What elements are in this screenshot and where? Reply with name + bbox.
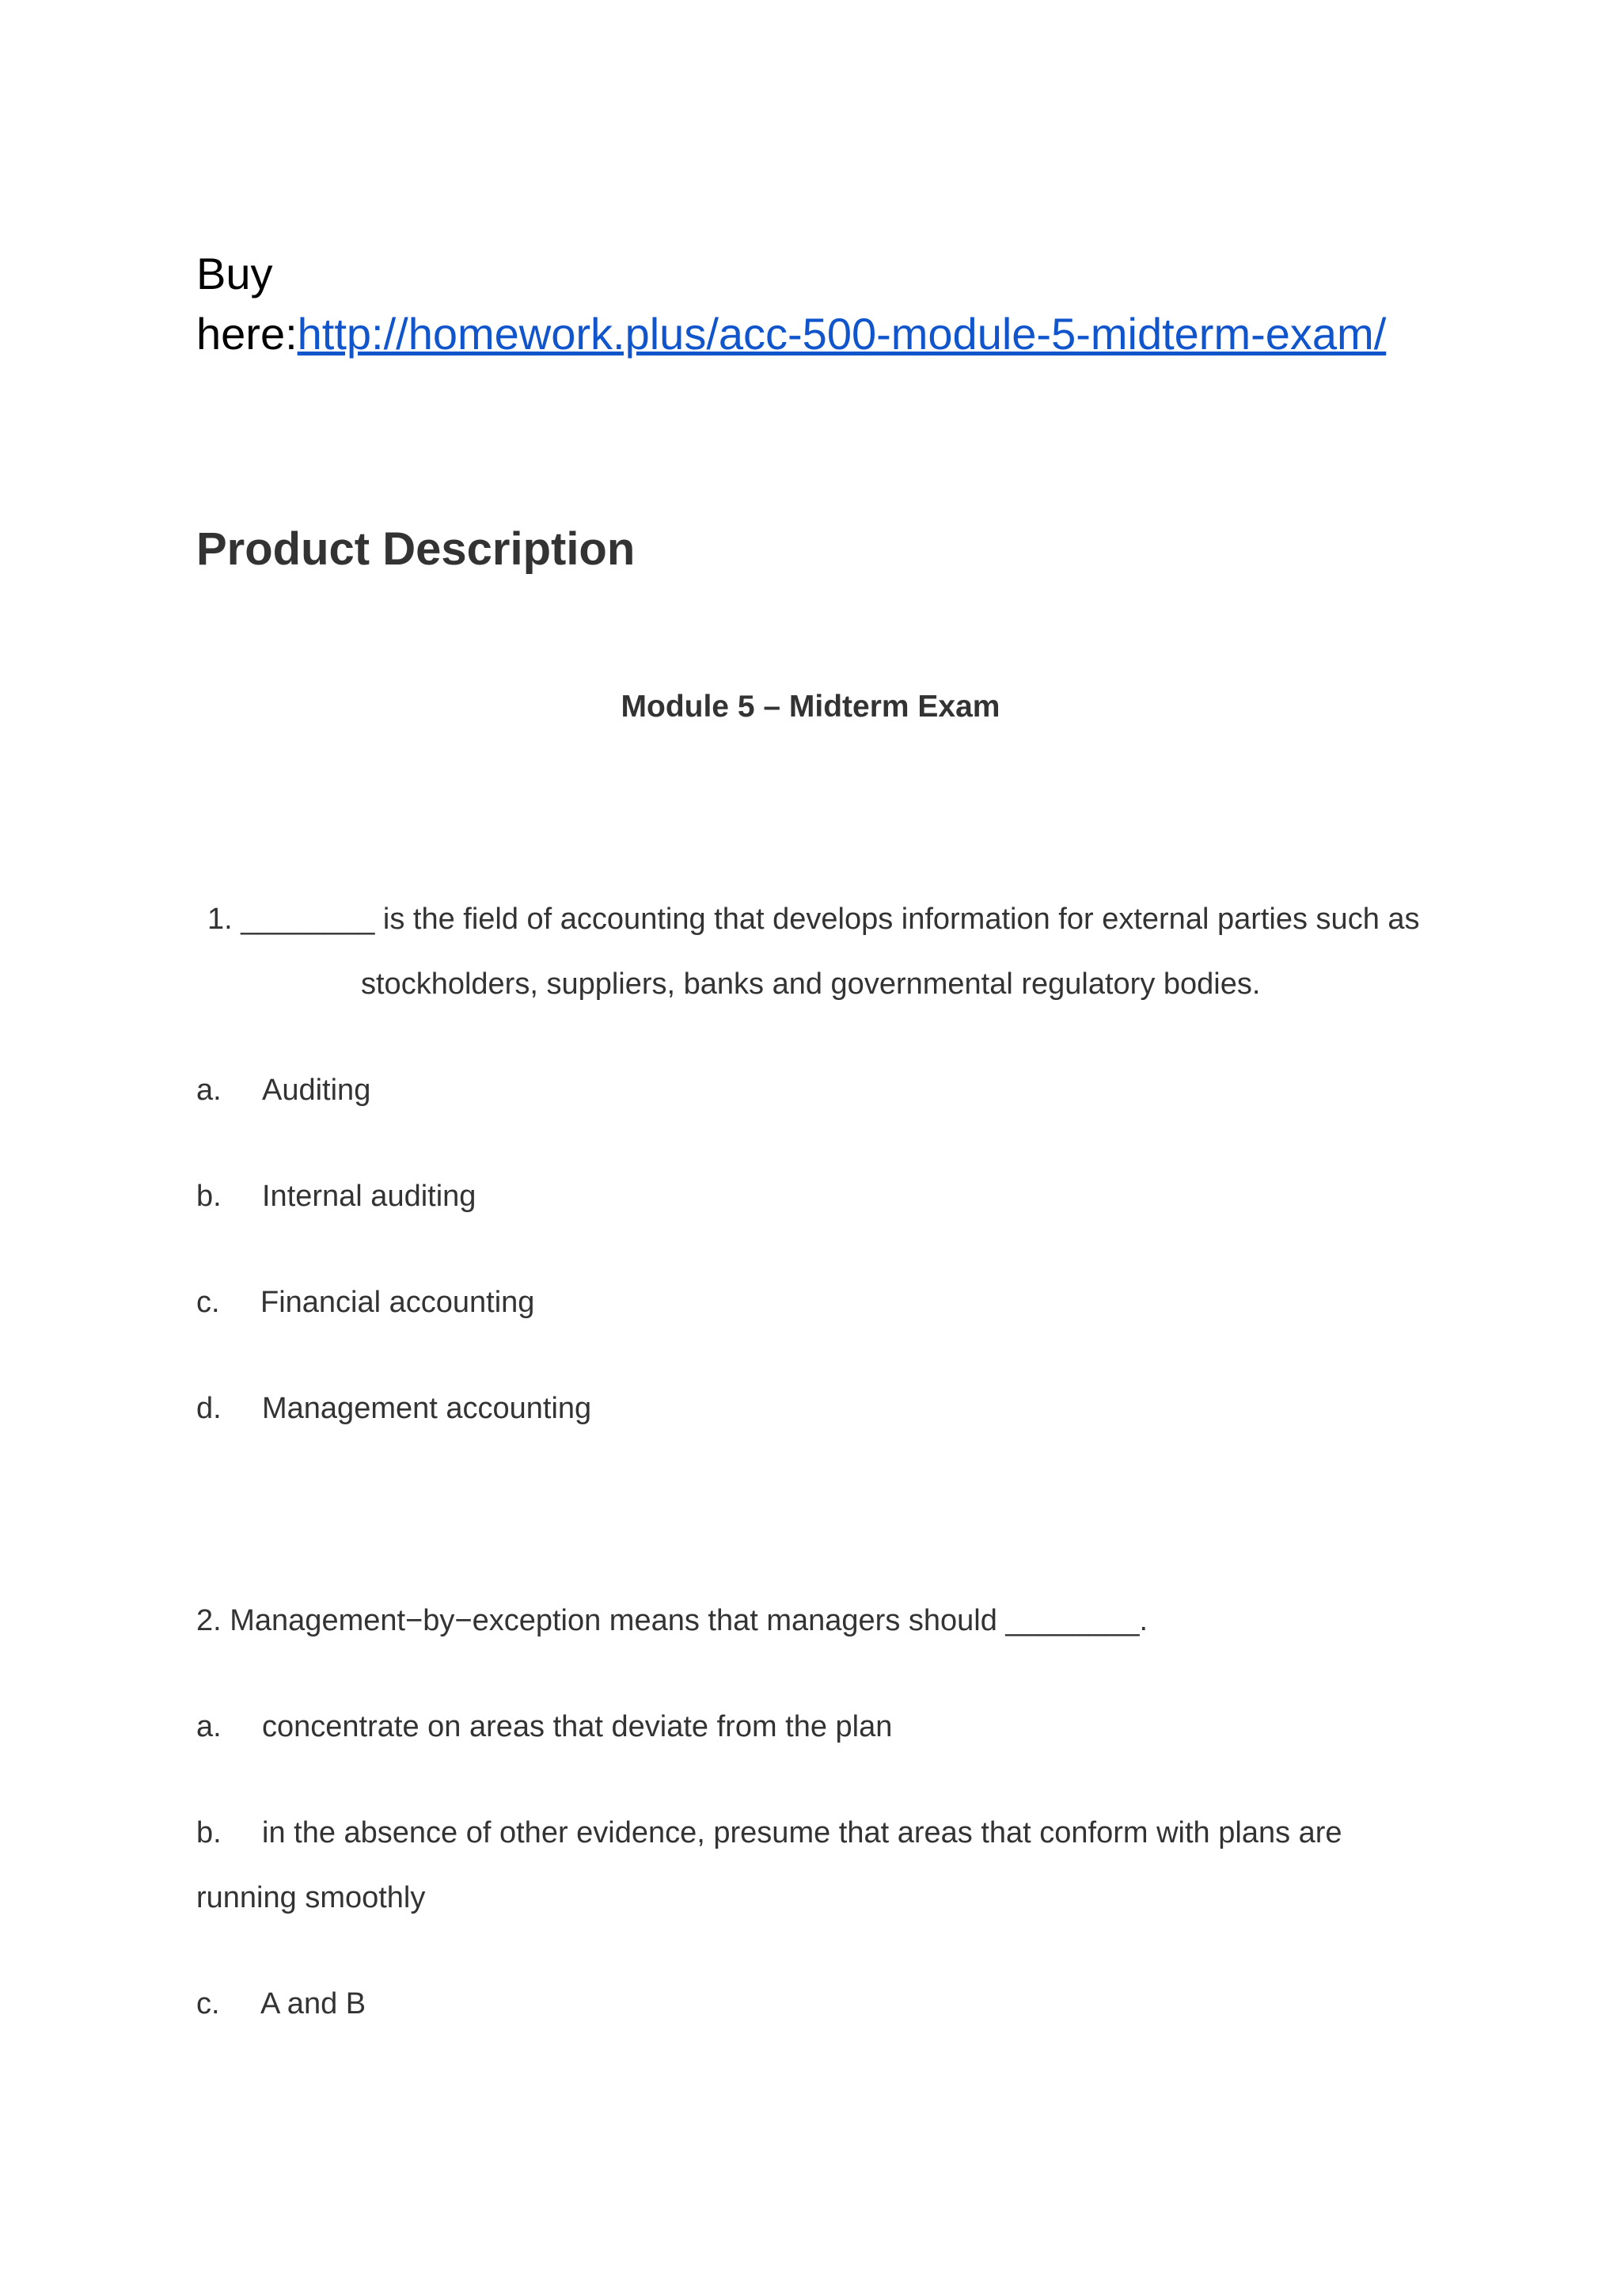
module-title: Module 5 – Midterm Exam [621,690,1000,724]
q2-option-a-text: concentrate on areas that deviate from the plan [262,1710,893,1743]
buy-prefix-line1: Buy [196,249,273,298]
question-1-stem: ________ is the field of accounting that develops information for external parties such as [241,903,1420,936]
q1-option-d-text: Management accounting [262,1392,592,1425]
buy-here-line [196,244,1463,364]
q1-option-a-text: Auditing [262,1074,371,1107]
product-link[interactable]: http://homework.plus/acc-500-module-5-midterm-exam/ [297,309,1387,359]
q2-option-c-text: A and B [260,1987,366,2020]
q1-option-c-text: Financial accounting [260,1286,535,1319]
q1-option-a-letter: a. [196,1074,222,1107]
q1-option-b-letter: b. [196,1180,222,1213]
buy-here-row [196,304,1463,364]
question-1-number: 1. [207,903,233,936]
question-1-line-2: stockholders, suppliers, banks and governmental regulatory bodies. [361,967,1261,1001]
buy-prefix-line2: here: [196,309,298,359]
q2-option-b-text: in the absence of other evidence, presume that areas that conform with plans are [262,1816,1342,1849]
q2-option-c-letter: c. [196,1987,220,2020]
q1-option-b-text: Internal auditing [262,1180,476,1213]
q2-option-b-continuation: running smoothly [196,1881,426,1914]
q1-option-c-letter: c. [196,1286,220,1319]
q1-option-d-letter: d. [196,1392,222,1425]
question-2-stem: 2. Management−by−exception means that managers should ________. [196,1604,1148,1637]
q2-option-b-letter: b. [196,1816,222,1849]
question-1-line-1 [207,899,1420,939]
q2-option-a-letter: a. [196,1710,222,1743]
product-description-heading: Product Description [196,523,636,575]
